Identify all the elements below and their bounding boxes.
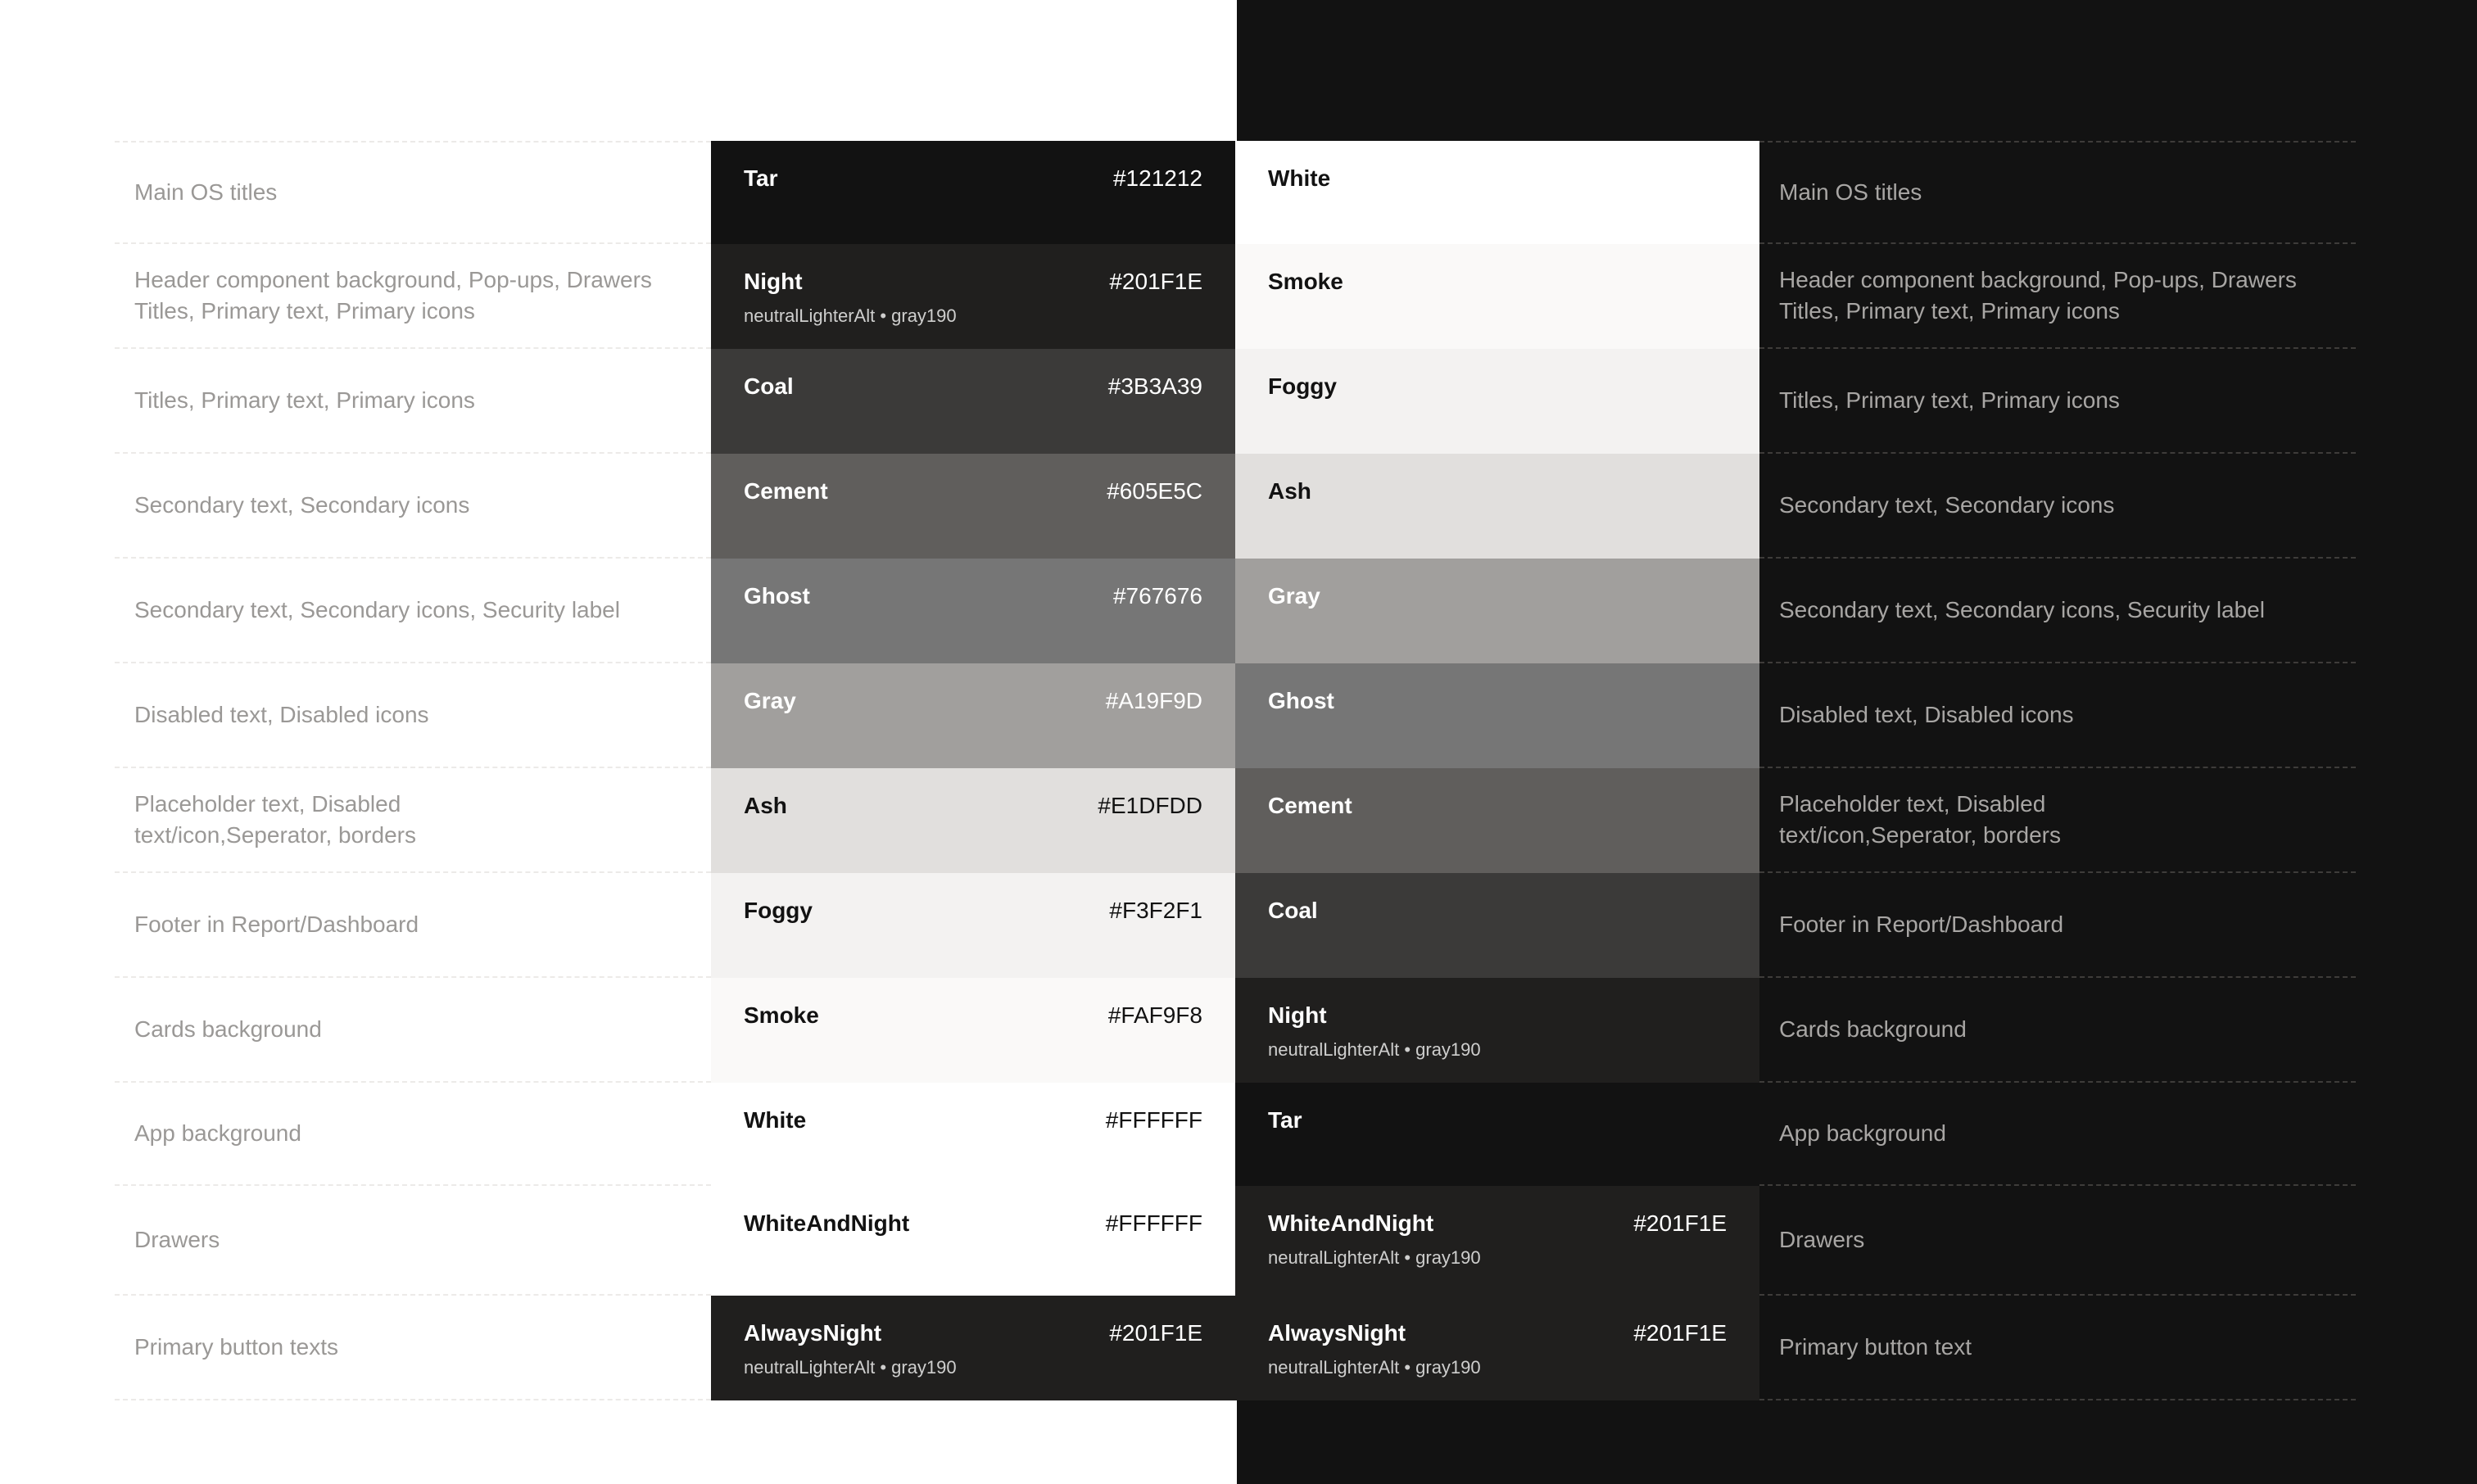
swatch-token-alias: neutralLighterAlt • gray190 — [1268, 1247, 1481, 1268]
swatch-name: Gray — [744, 688, 796, 713]
usage-description-dark — [1759, 559, 2356, 663]
usage-description-dark — [1759, 141, 2356, 244]
usage-description-dark — [1759, 1083, 2356, 1186]
color-swatch-dark — [1235, 244, 1759, 349]
swatch-hex-code: #FAF9F8 — [1107, 1002, 1202, 1028]
swatch-hex-code: #201F1E — [1109, 269, 1202, 294]
swatch-name: Foggy — [1268, 373, 1337, 399]
swatch-name: Night — [1268, 1002, 1327, 1028]
swatch-name: Ghost — [1268, 688, 1334, 713]
usage-description-dark — [1759, 663, 2356, 768]
swatch-name: Coal — [744, 373, 794, 399]
color-swatch-light — [711, 141, 1235, 244]
color-swatch-light — [711, 1083, 1235, 1186]
swatch-name: AlwaysNight — [744, 1320, 882, 1346]
usage-description-text: Drawers — [1779, 1227, 1865, 1252]
color-swatch-dark — [1235, 1186, 1759, 1296]
usage-description-text: Disabled text, Disabled icons — [134, 702, 429, 727]
usage-description-text: Placeholder text, Disabled text/icon,Seperator, borders — [134, 791, 416, 848]
usage-description-light — [115, 768, 711, 873]
swatch-hex-code: #FFFFFF — [1105, 1210, 1202, 1236]
color-swatch-dark — [1235, 1083, 1759, 1186]
swatch-name: Gray — [1268, 583, 1320, 609]
swatch-name: Tar — [744, 165, 778, 191]
usage-description-text: Titles, Primary text, Primary icons — [134, 387, 475, 413]
swatch-token-alias: neutralLighterAlt • gray190 — [1268, 1039, 1481, 1060]
usage-description-text: Secondary text, Secondary icons, Security label — [134, 597, 620, 622]
color-swatch-dark — [1235, 454, 1759, 559]
usage-description-text: Main OS titles — [1779, 179, 1922, 205]
usage-description-light — [115, 454, 711, 559]
usage-description-text: Cards background — [134, 1016, 322, 1042]
usage-description-text: App background — [134, 1120, 301, 1146]
swatch-hex-code: #FFFFFF — [1105, 1107, 1202, 1133]
usage-description-text: Header component background, Pop-ups, Drawers Titles, Primary text, Primary icons — [1779, 267, 2297, 323]
usage-description-light — [115, 873, 711, 978]
swatch-name: Smoke — [744, 1002, 819, 1028]
usage-description-light — [115, 1186, 711, 1296]
usage-description-dark — [1759, 349, 2356, 454]
swatch-name: Ghost — [744, 583, 810, 609]
swatch-hex-code: #201F1E — [1633, 1320, 1727, 1346]
usage-description-light — [115, 559, 711, 663]
color-swatch-dark — [1235, 349, 1759, 454]
usage-description-dark — [1759, 768, 2356, 873]
usage-description-text: Titles, Primary text, Primary icons — [1779, 387, 2120, 413]
color-swatch-dark — [1235, 873, 1759, 978]
color-swatch-light — [711, 454, 1235, 559]
usage-description-text: Cards background — [1779, 1016, 1967, 1042]
usage-description-text: Secondary text, Secondary icons — [134, 492, 470, 518]
swatch-name: Foggy — [744, 898, 813, 923]
color-palette-table — [115, 141, 2356, 1400]
usage-description-light — [115, 141, 711, 244]
usage-description-text: Primary button texts — [134, 1334, 338, 1360]
swatch-name: Night — [744, 269, 803, 294]
usage-description-dark — [1759, 454, 2356, 559]
swatch-token-alias: neutralLighterAlt • gray190 — [744, 1357, 957, 1378]
swatch-name: White — [744, 1107, 807, 1133]
usage-description-light — [115, 244, 711, 349]
color-swatch-light — [711, 873, 1235, 978]
usage-description-text: Placeholder text, Disabled text/icon,Seperator, borders — [1779, 791, 2061, 848]
usage-description-text: App background — [1779, 1120, 1946, 1146]
swatch-hex-code: #767676 — [1112, 583, 1202, 609]
swatch-token-alias: neutralLighterAlt • gray190 — [1268, 1357, 1481, 1378]
swatch-name: WhiteAndNight — [744, 1210, 910, 1236]
swatch-name: Ash — [744, 793, 787, 818]
swatch-name: Ash — [1268, 478, 1311, 504]
swatch-hex-code: #F3F2F1 — [1109, 898, 1202, 923]
usage-description-text: Primary button text — [1779, 1334, 1972, 1360]
swatch-token-alias: neutralLighterAlt • gray190 — [744, 305, 957, 326]
usage-description-dark — [1759, 1186, 2356, 1296]
color-swatch-light — [711, 1186, 1235, 1296]
usage-description-light — [115, 1083, 711, 1186]
usage-description-text: Header component background, Pop-ups, Drawers Titles, Primary text, Primary icons — [134, 267, 652, 323]
color-swatch-light — [711, 349, 1235, 454]
swatch-hex-code: #E1DFDD — [1098, 793, 1202, 818]
swatch-name: AlwaysNight — [1268, 1320, 1406, 1346]
swatch-name: WhiteAndNight — [1268, 1210, 1434, 1236]
swatch-hex-code: #201F1E — [1109, 1320, 1202, 1346]
usage-description-text: Footer in Report/Dashboard — [134, 912, 419, 937]
swatch-name: Smoke — [1268, 269, 1343, 294]
usage-description-text: Secondary text, Secondary icons, Security label — [1779, 597, 2265, 622]
swatch-hex-code: #3B3A39 — [1107, 373, 1202, 399]
usage-description-dark — [1759, 244, 2356, 349]
swatch-hex-code: #A19F9D — [1105, 688, 1202, 713]
swatch-name: Coal — [1268, 898, 1318, 923]
color-swatch-dark — [1235, 1296, 1759, 1400]
swatch-name: Tar — [1268, 1107, 1302, 1133]
color-swatch-light — [711, 768, 1235, 873]
usage-description-text: Drawers — [134, 1227, 220, 1252]
usage-description-light — [115, 663, 711, 768]
swatch-hex-code: #605E5C — [1107, 478, 1202, 504]
usage-description-light — [115, 349, 711, 454]
usage-description-text: Main OS titles — [134, 179, 278, 205]
swatch-hex-code: #201F1E — [1633, 1210, 1727, 1236]
usage-description-text: Disabled text, Disabled icons — [1779, 702, 2074, 727]
swatch-name: Cement — [744, 478, 828, 504]
color-swatch-light — [711, 978, 1235, 1083]
usage-description-dark — [1759, 978, 2356, 1083]
color-swatch-dark — [1235, 559, 1759, 663]
usage-description-dark — [1759, 1296, 2356, 1400]
color-swatch-light — [711, 244, 1235, 349]
color-swatch-light — [711, 1296, 1235, 1400]
usage-description-light — [115, 1296, 711, 1400]
color-swatch-light — [711, 663, 1235, 768]
color-swatch-dark — [1235, 768, 1759, 873]
swatch-hex-code: #121212 — [1112, 165, 1202, 191]
usage-description-text: Secondary text, Secondary icons — [1779, 492, 2115, 518]
color-swatch-dark — [1235, 663, 1759, 768]
color-swatch-dark — [1235, 978, 1759, 1083]
usage-description-dark — [1759, 873, 2356, 978]
color-swatch-dark — [1235, 141, 1759, 244]
color-swatch-light — [711, 559, 1235, 663]
usage-description-light — [115, 978, 711, 1083]
swatch-name: Cement — [1268, 793, 1352, 818]
swatch-name: White — [1268, 165, 1331, 191]
usage-description-text: Footer in Report/Dashboard — [1779, 912, 2064, 937]
